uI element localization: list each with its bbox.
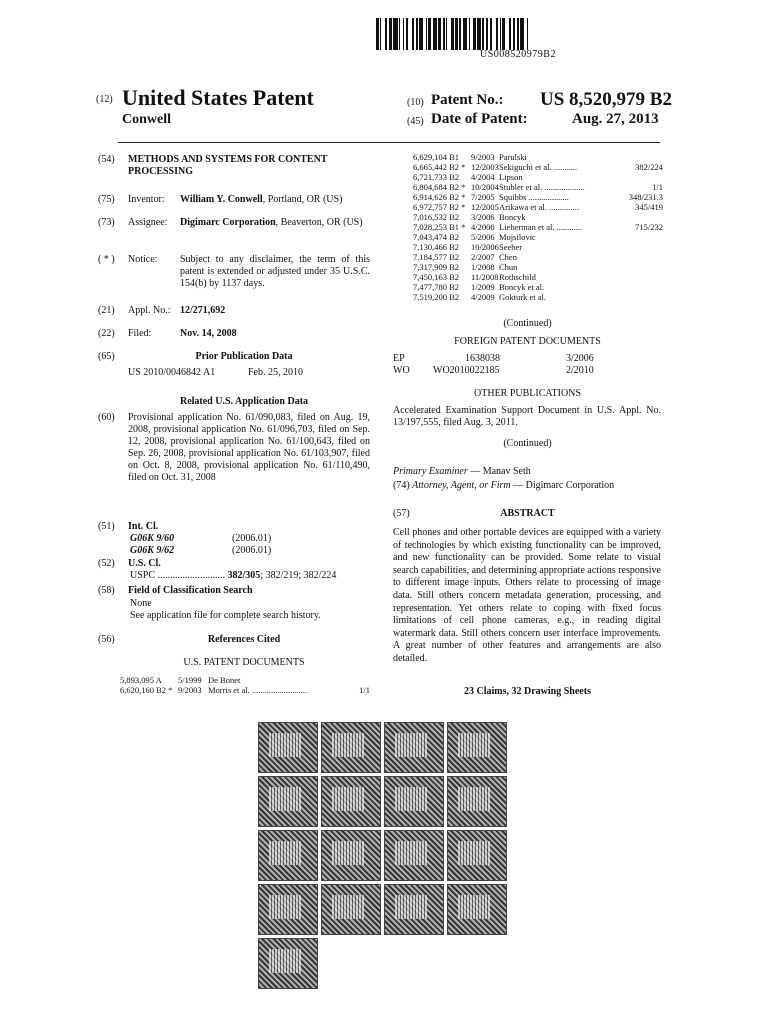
ref-date: 10/2004 <box>471 182 499 192</box>
examiner-name: — Manav Seth <box>467 466 531 477</box>
foreign-date-2: 2/2010 <box>566 365 594 376</box>
drawing-thumbnail <box>447 884 507 935</box>
ref-date: 12/2003 <box>471 162 499 172</box>
attorney-line <box>393 480 668 492</box>
patent-ref-row <box>413 172 663 182</box>
ref-date: 12/2005 <box>471 202 499 212</box>
ref-date: 4/2004 <box>471 172 495 182</box>
code-57: (57) <box>393 508 410 519</box>
ref-name: Parulski <box>499 152 527 162</box>
ref-number: 6,620,160 B2 * <box>120 685 173 695</box>
patent-ref-row <box>413 282 663 292</box>
inventor-name: William Y. Conwell <box>180 194 263 205</box>
ref-number: 7,130,466 B2 <box>413 242 460 252</box>
patent-number: US 8,520,979 B2 <box>540 89 672 110</box>
header-rule <box>118 142 660 143</box>
ref-class: 345/419 <box>635 202 663 212</box>
attorney-label: Attorney, Agent, or Firm <box>412 480 511 491</box>
patent-ref-row <box>413 292 663 302</box>
code-21: (21) <box>98 305 115 316</box>
patent-ref-row <box>413 232 663 242</box>
assignee-label: Assignee: <box>128 217 168 228</box>
patent-no-label: Patent No.: <box>431 92 504 108</box>
drawing-thumbnail <box>384 722 444 773</box>
ref-class: 382/224 <box>635 162 663 172</box>
ref-name: Squibbs ................... <box>499 192 569 202</box>
ref-number: 6,972,757 B2 * <box>413 202 466 212</box>
assignee-name: Digimarc Corporation <box>180 217 276 228</box>
ref-name: Gokturk et al. <box>499 292 546 302</box>
foreign-num-1: 1638038 <box>465 353 500 364</box>
code-54: (54) <box>98 154 115 165</box>
foreign-heading: FOREIGN PATENT DOCUMENTS <box>454 336 601 347</box>
appl-label: Appl. No.: <box>128 305 171 316</box>
inventor-short: Conwell <box>122 112 171 127</box>
ref-number: 7,043,474 B2 <box>413 232 460 242</box>
ref-number: 6,914,626 B2 * <box>413 192 466 202</box>
ref-date: 1/2009 <box>471 282 495 292</box>
code-52: (52) <box>98 558 115 569</box>
foreign-num-2: WO2010022185 <box>433 365 500 376</box>
intcl-version-2: (2006.01) <box>232 545 272 556</box>
ref-number: 7,450,163 B2 <box>413 272 460 282</box>
ref-name: De Bonet <box>208 675 241 685</box>
ref-name: Lieberman et al. ............ <box>499 222 583 232</box>
code-73: (73) <box>98 217 115 228</box>
intcl-class-1: G06K 9/60 <box>130 533 175 544</box>
continued-1: (Continued) <box>503 318 552 329</box>
code-56: (56) <box>98 634 115 645</box>
assignee-line <box>180 217 365 229</box>
drawing-thumbnail <box>384 830 444 881</box>
patent-date: Aug. 27, 2013 <box>572 111 659 127</box>
code-65: (65) <box>98 351 115 362</box>
code-74: (74) <box>393 480 410 491</box>
ref-name: Arikawa et al. .............. <box>499 202 579 212</box>
ref-name: Boncyk <box>499 212 526 222</box>
other-text: Accelerated Examination Support Document in U.S. Appl. No. 13/197,555, filed Aug. 3, 2011. <box>393 405 661 428</box>
uspc-label: USPC <box>130 570 156 581</box>
attorney-name: — Digimarc Corporation <box>510 480 615 491</box>
ref-date: 3/2006 <box>471 212 495 222</box>
drawing-thumbnails <box>258 722 508 997</box>
patent-ref-row <box>413 222 663 232</box>
related-text: Provisional application No. 61/090,083, filed on Aug. 19, 2008, provisional application No. 61/096,703, filed on Sep. 12, 2008, provisional application No. 61/100,643, filed on Sep. 26, 2008, provisional application No. 61/103,907, filed on Oct. 8, 2008, provisional application No. 61/110,490, filed on Oct. 31, 2008 <box>128 412 370 483</box>
drawing-thumbnail <box>321 776 381 827</box>
appl-number: 12/271,692 <box>180 305 226 316</box>
drawing-thumbnail <box>447 722 507 773</box>
drawing-thumbnail <box>258 830 318 881</box>
patent-ref-row <box>413 262 663 272</box>
inventor-line <box>180 194 370 206</box>
ref-name: Chen <box>499 252 517 262</box>
drawing-thumbnail <box>258 722 318 773</box>
ref-number: 6,804,684 B2 * <box>413 182 466 192</box>
prior-date: Feb. 25, 2010 <box>248 367 303 378</box>
code-45: (45) <box>407 116 424 127</box>
uspat-heading: U.S. PATENT DOCUMENTS <box>183 657 305 668</box>
ref-number: 6,629,104 B1 <box>413 152 460 162</box>
code-notice: ( * ) <box>98 254 115 265</box>
ref-name: Lipson <box>499 172 523 182</box>
code-22: (22) <box>98 328 115 339</box>
ref-date: 11/2008 <box>471 272 499 282</box>
patent-ref-row <box>413 162 663 172</box>
prior-heading: Prior Publication Data <box>195 351 293 362</box>
patent-ref-row <box>413 212 663 222</box>
ref-name: Sekiguchi et al. ........... <box>499 162 578 172</box>
ref-date: 9/2003 <box>471 152 495 162</box>
ref-name: Morris et al. .......................... <box>208 685 308 695</box>
ref-name: Boncyk et al. <box>499 282 545 292</box>
intcl-label: Int. Cl. <box>128 521 159 532</box>
ref-number: 5,893,095 A <box>120 675 162 685</box>
intcl-class-2: G06K 9/62 <box>130 545 175 556</box>
ref-class <box>527 282 663 292</box>
uspc-main: 382/305 <box>227 570 261 581</box>
barcode <box>376 18 660 50</box>
patent-ref-row <box>120 675 370 685</box>
drawing-thumbnail <box>321 722 381 773</box>
intcl-version-1: (2006.01) <box>232 533 272 544</box>
patent-ref-row <box>413 152 663 162</box>
claims-summary: 23 Claims, 32 Drawing Sheets <box>464 686 591 697</box>
code-10: (10) <box>407 97 424 108</box>
patent-ref-row <box>413 192 663 202</box>
notice-text: Subject to any disclaimer, the term of this patent is extended or adjusted under 35 U.S.C. 154(b) by 1137 days. <box>180 254 370 289</box>
ref-class <box>527 152 663 162</box>
code-12: (12) <box>96 94 113 105</box>
patent-ref-row <box>413 202 663 212</box>
foreign-cc-1: EP <box>393 353 405 364</box>
ref-number: 7,028,253 B1 * <box>413 222 466 232</box>
ref-number: 7,184,577 B2 <box>413 252 460 262</box>
ref-number: 6,665,442 B2 * <box>413 162 466 172</box>
ref-class <box>527 242 663 252</box>
ref-name: Rothschild <box>499 272 536 282</box>
drawing-thumbnail <box>321 830 381 881</box>
ref-class: 348/231.3 <box>628 192 663 202</box>
prior-pub: US 2010/0046842 A1 <box>128 367 216 378</box>
ref-date: 9/2003 <box>178 685 202 695</box>
uspc-line <box>130 570 375 582</box>
us-patent-list-left <box>120 675 370 695</box>
foreign-cc-2: WO <box>393 365 410 376</box>
patent-ref-row <box>413 272 663 282</box>
drawing-thumbnail <box>258 884 318 935</box>
ref-name: Stubler et al. ................... <box>499 182 585 192</box>
patent-ref-row <box>120 685 370 695</box>
field-none: None <box>130 598 152 609</box>
uspc-rest: ; 382/219; 382/224 <box>260 570 337 581</box>
ref-date: 1/2008 <box>471 262 495 272</box>
ref-date: 5/2006 <box>471 232 495 242</box>
uspc-dots: ........................... <box>157 570 226 581</box>
code-75: (75) <box>98 194 115 205</box>
ref-number: 7,317,909 B2 <box>413 262 460 272</box>
inventor-location: , Portland, OR (US) <box>262 194 343 205</box>
date-label: Date of Patent: <box>431 111 528 127</box>
ref-date: 2/2007 <box>471 252 495 262</box>
ref-class <box>234 675 370 685</box>
ref-name: Chun <box>499 262 518 272</box>
drawing-thumbnail <box>321 884 381 935</box>
foreign-date-1: 3/2006 <box>566 353 594 364</box>
ref-class <box>527 262 663 272</box>
ref-date: 4/2006 <box>471 222 495 232</box>
other-heading: OTHER PUBLICATIONS <box>474 388 581 399</box>
ref-number: 7,477,780 B2 <box>413 282 460 292</box>
ref-number: 7,016,532 B2 <box>413 212 460 222</box>
code-60: (60) <box>98 412 115 423</box>
drawing-thumbnail <box>447 830 507 881</box>
assignee-location: , Beaverton, OR (US) <box>275 217 363 228</box>
abstract-heading: ABSTRACT <box>500 508 555 519</box>
filed-label: Filed: <box>128 328 152 339</box>
filed-date: Nov. 14, 2008 <box>180 328 237 339</box>
abstract-text: Cell phones and other portable devices are equipped with a variety of technologies by which existing functionality can be improved, and new functionality can be provided. Some relate to visual search capabilities, and determining appropriate actions responsive to different image inputs. Others relate to processing of image data. Still others concern metadata generation, processing, and representation. Yet others relate to coping with fixed focus limitations of cell phone cameras, e.g., in reading digital watermark data. Still others concern user interface improvements. A great number of other features and arrangements are also detailed. <box>393 527 661 664</box>
ref-class: 715/232 <box>635 222 663 232</box>
ref-class: 1/1 <box>359 685 370 695</box>
us-patent-list-right <box>413 152 663 302</box>
ref-class <box>527 272 663 282</box>
drawing-thumbnail <box>384 776 444 827</box>
invention-title: METHODS AND SYSTEMS FOR CONTENT PROCESSING <box>128 154 328 177</box>
drawing-thumbnail <box>258 776 318 827</box>
patent-ref-row <box>413 242 663 252</box>
patent-heading: United States Patent <box>122 85 314 110</box>
ref-date: 4/2009 <box>471 292 495 302</box>
ref-number: 6,721,733 B2 <box>413 172 460 182</box>
ref-name: Seeber <box>499 242 523 252</box>
ref-class <box>527 232 663 242</box>
inventor-label: Inventor: <box>128 194 165 205</box>
examiner-label: Primary Examiner <box>393 466 468 477</box>
patent-ref-row <box>413 252 663 262</box>
notice-label: Notice: <box>128 254 158 265</box>
field-label: Field of Classification Search <box>128 585 253 596</box>
ref-name: Mojsilovic <box>499 232 536 242</box>
code-51: (51) <box>98 521 115 532</box>
drawing-thumbnail <box>384 884 444 935</box>
ref-class <box>527 252 663 262</box>
patent-ref-row <box>413 182 663 192</box>
continued-2: (Continued) <box>503 438 552 449</box>
ref-class: 1/1 <box>652 182 663 192</box>
uscl-label: U.S. Cl. <box>128 558 161 569</box>
ref-class <box>527 212 663 222</box>
field-note: See application file for complete search history. <box>130 610 321 621</box>
ref-class <box>527 172 663 182</box>
drawing-thumbnail <box>447 776 507 827</box>
drawing-thumbnail <box>258 938 318 989</box>
refs-heading: References Cited <box>207 634 281 645</box>
ref-date: 5/1999 <box>178 675 202 685</box>
ref-date: 7/2005 <box>471 192 495 202</box>
related-heading: Related U.S. Application Data <box>179 396 309 407</box>
code-58: (58) <box>98 585 115 596</box>
ref-class <box>527 292 663 302</box>
ref-number: 7,519,200 B2 <box>413 292 460 302</box>
barcode-number: US008520979B2 <box>480 49 556 60</box>
ref-date: 10/2006 <box>471 242 499 252</box>
examiner-line <box>393 466 661 478</box>
